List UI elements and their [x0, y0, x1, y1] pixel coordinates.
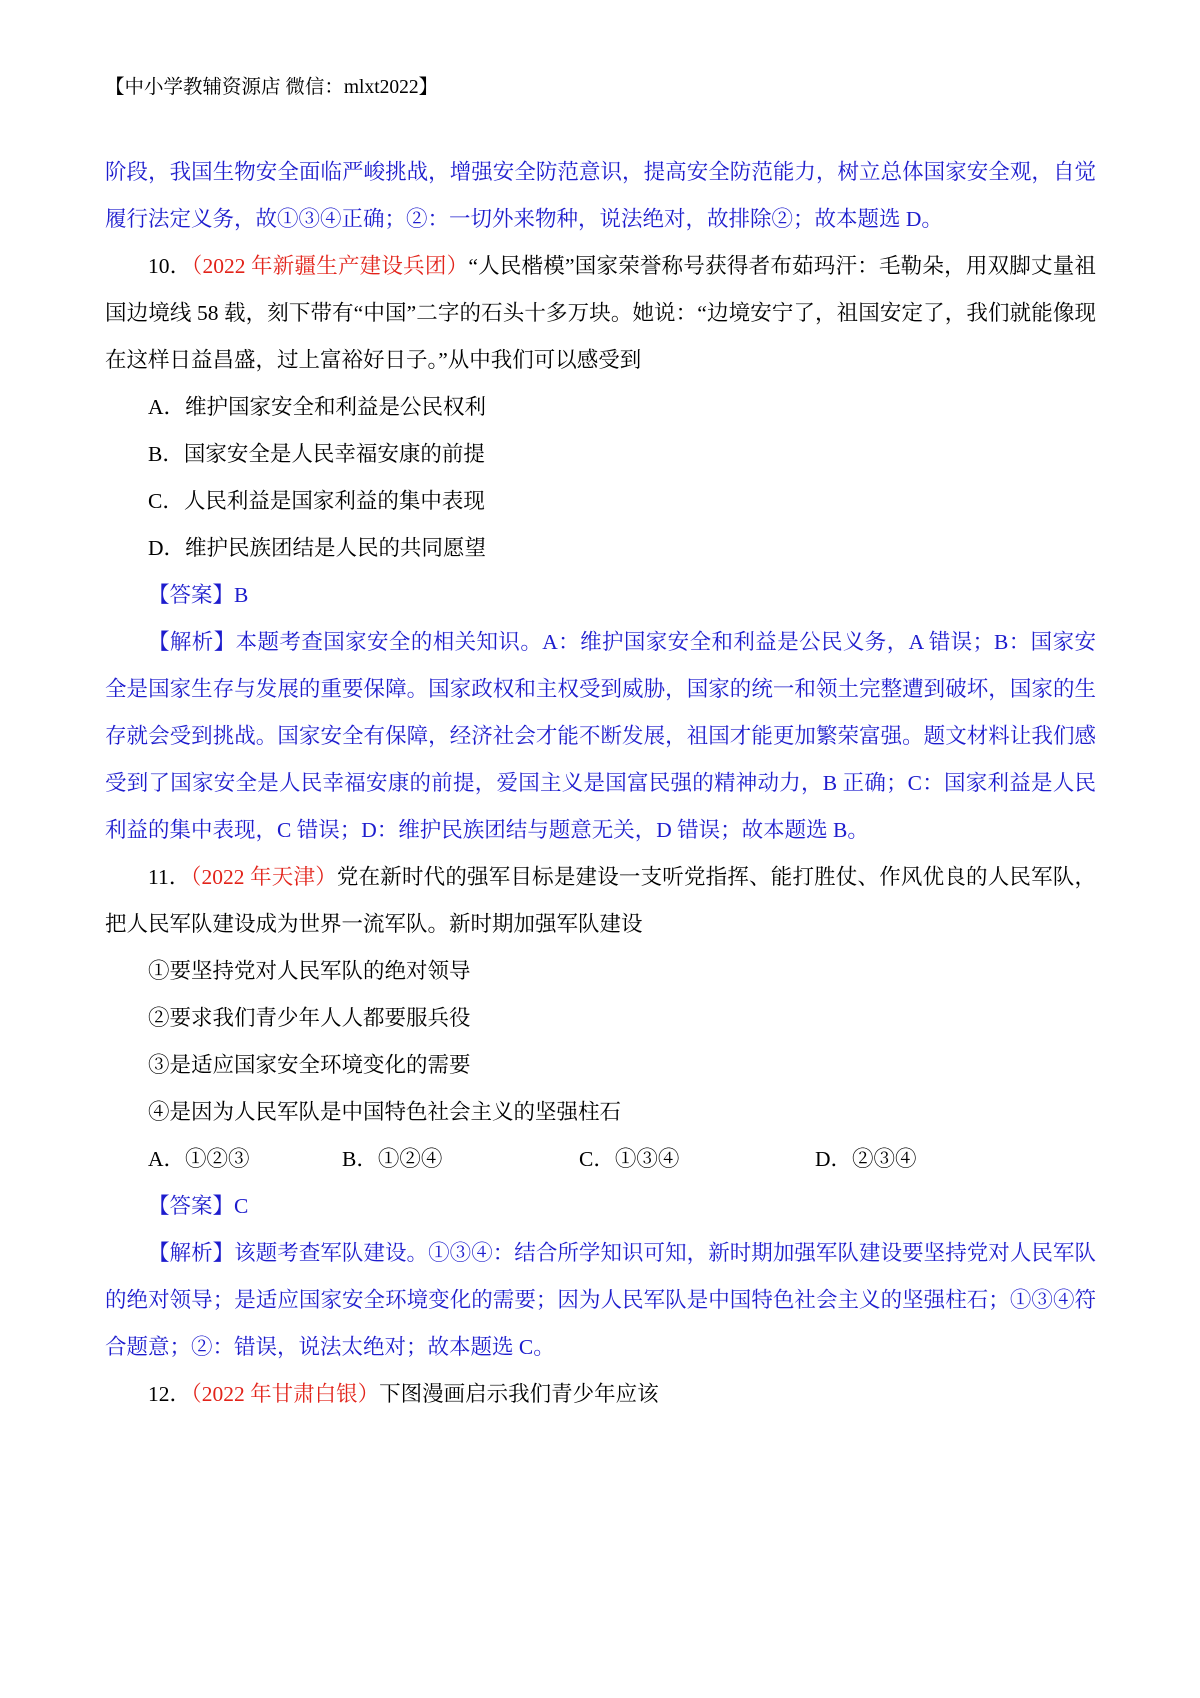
- question-10-analysis: [105, 619, 1096, 854]
- question-10-option-d: D．维护民族团结是人民的共同愿望: [148, 536, 487, 560]
- question-11-statement-4: ④是因为人民军队是中国特色社会主义的坚强柱石: [148, 1100, 622, 1124]
- question-11-statement-1: ①要坚持党对人民军队的绝对领导: [148, 959, 471, 983]
- analysis-label: 【解析】: [148, 630, 236, 654]
- question-stem-text: “人民楷模”国家荣誉称号获得者布茹玛汗：毛勒朵，用双脚丈量祖国边境线 58 载，刻下带有“中国”二字的石头十多万块。她说：“边境安宁了，祖国安定了，我们就能像现在这样日益昌盛，过上富裕好日子。”从中我们可以感受到: [105, 254, 1096, 372]
- answer-value: B: [234, 583, 249, 607]
- question-source: （2022 年天津）: [190, 865, 337, 889]
- question-stem-text: 党在新时代的强军目标是建设一支听党指挥、能打胜仗、作风优良的人民军队，把人民军队建设成为世界一流军队。新时期加强军队建设: [105, 865, 1096, 936]
- question-source: （2022 年新疆生产建设兵团）: [191, 254, 469, 278]
- question-11-stem: [105, 854, 1096, 948]
- analysis-text: 本题考查国家安全的相关知识。A：维护国家安全和利益是公民义务，A 错误；B：国家安全是国家生存与发展的重要保障。国家政权和主权受到威胁，国家的统一和领土完整遭到破坏，国家的生存就会受到挑战。国家安全有保障，经济社会才能不断发展，祖国才能更加繁荣富强。题文材料让我们感受到了国家安全是人民幸福安康的前提，爱国主义是国富民强的精神动力，B 正确；C：国家利益是人民利益的集中表现，C 错误；D：维护民族团结与题意无关，D 错误；故本题选 B。: [105, 630, 1096, 842]
- question-10-option-b: B．国家安全是人民幸福安康的前提: [148, 442, 485, 466]
- question-11-answer-line: [105, 1183, 1096, 1230]
- question-11-option-d: D．②③④: [815, 1147, 917, 1171]
- question-11-statement-3: ③是适应国家安全环境变化的需要: [148, 1053, 471, 1077]
- question-number: 11．: [148, 865, 191, 889]
- question-10-option-a: A．维护国家安全和利益是公民权利: [148, 395, 487, 419]
- question-11-statement-2: ②要求我们青少年人人都要服兵役: [148, 1006, 471, 1030]
- question-11-option-c: C．①③④: [579, 1147, 680, 1171]
- question-11-option-a: A．①②③: [148, 1147, 250, 1171]
- question-number: 10．: [148, 254, 192, 278]
- question-10-answer-line: [105, 572, 1096, 619]
- watermark-header: 【中小学教辅资源店 微信：mlxt2022】: [105, 77, 439, 98]
- question-number: 12．: [148, 1382, 192, 1406]
- analysis-continued-text: 阶段，我国生物安全面临严峻挑战，增强安全防范意识，提高安全防范能力，树立总体国家安全观，自觉履行法定义务，故①③④正确；②：一切外来物种，说法绝对，故排除②；故本题选 D。: [105, 160, 1096, 231]
- question-11-option-b: B．①②④: [342, 1147, 443, 1171]
- question-12-stem: [105, 1371, 1096, 1418]
- question-10-stem: [105, 243, 1096, 384]
- question-11-options-row: [105, 1136, 1096, 1183]
- question-source: （2022 年甘肃白银）: [191, 1382, 380, 1406]
- analysis-text: 该题考查军队建设。①③④：结合所学知识可知，新时期加强军队建设要坚持党对人民军队的绝对领导；是适应国家安全环境变化的需要；因为人民军队是中国特色社会主义的坚强柱石；①③④符合题意；②：错误，说法太绝对；故本题选 C。: [105, 1241, 1096, 1359]
- answer-label: 【答案】: [148, 1194, 235, 1218]
- answer-value: C: [234, 1194, 249, 1218]
- question-stem-text: 下图漫画启示我们青少年应该: [379, 1382, 659, 1406]
- answer-label: 【答案】: [148, 583, 235, 607]
- question-11-analysis: [105, 1230, 1096, 1371]
- analysis-label: 【解析】: [148, 1241, 235, 1265]
- question-10-option-c: C．人民利益是国家利益的集中表现: [148, 489, 485, 513]
